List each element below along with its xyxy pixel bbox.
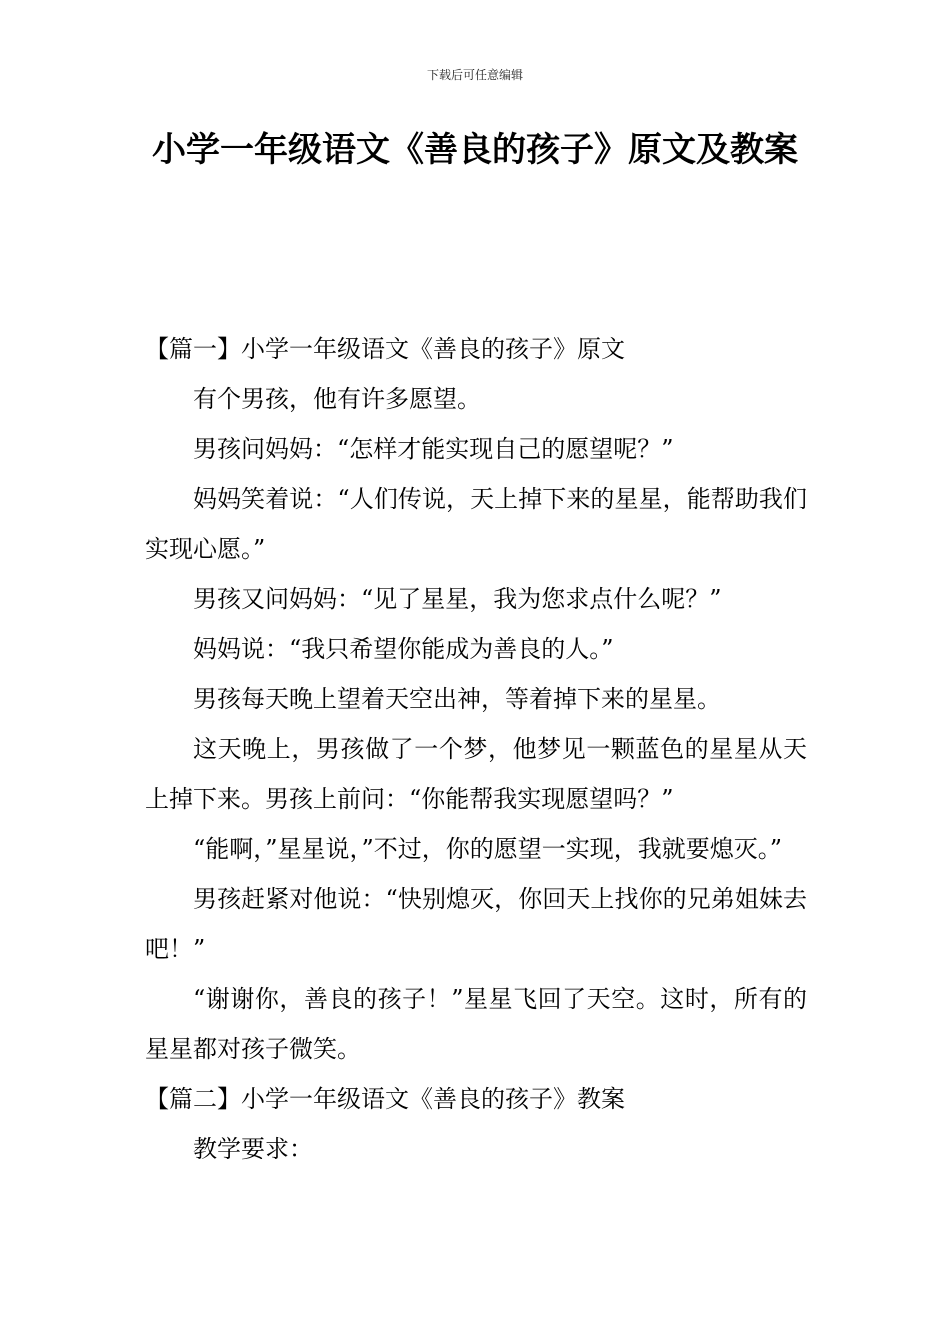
paragraph: 男孩每天晚上望着天空出神，等着掉下来的星星。 xyxy=(193,685,721,713)
section-heading-2: 【篇二】小学一年级语文《善良的孩子》教案 xyxy=(145,1085,625,1113)
paragraph: 有个男孩，他有许多愿望。 xyxy=(193,385,481,413)
document-title: 小学一年级语文《善良的孩子》原文及教案 xyxy=(152,130,798,170)
paragraph: 妈妈笑着说：“人们传说，天上掉下来的星星，能帮助我们实现心愿。” xyxy=(145,485,807,563)
paragraph: 男孩赶紧对他说：“快别熄灭，你回天上找你的兄弟姐妹去吧！” xyxy=(145,885,807,963)
page-header-note: 下载后可任意编辑 xyxy=(426,68,523,82)
paragraph: “谢谢你，善良的孩子！”星星飞回了天空。这时，所有的星星都对孩子微笑。 xyxy=(145,985,807,1063)
paragraph: 男孩又问妈妈：“见了星星，我为您求点什么呢？” xyxy=(193,585,722,613)
paragraph: 妈妈说：“我只希望你能成为善良的人。” xyxy=(193,635,614,663)
paragraph: 男孩问妈妈：“怎样才能实现自己的愿望呢？” xyxy=(193,435,674,463)
section-heading-1: 【篇一】小学一年级语文《善良的孩子》原文 xyxy=(145,335,625,363)
paragraph: 这天晚上，男孩做了一个梦，他梦见一颗蓝色的星星从天上掉下来。男孩上前问：“你能帮我实现愿望吗？” xyxy=(145,735,807,813)
paragraph: “能啊，”星星说，”不过，你的愿望一实现，我就要熄灭。” xyxy=(193,835,783,863)
document-body xyxy=(145,324,807,1174)
paragraph: 教学要求： xyxy=(193,1135,313,1163)
